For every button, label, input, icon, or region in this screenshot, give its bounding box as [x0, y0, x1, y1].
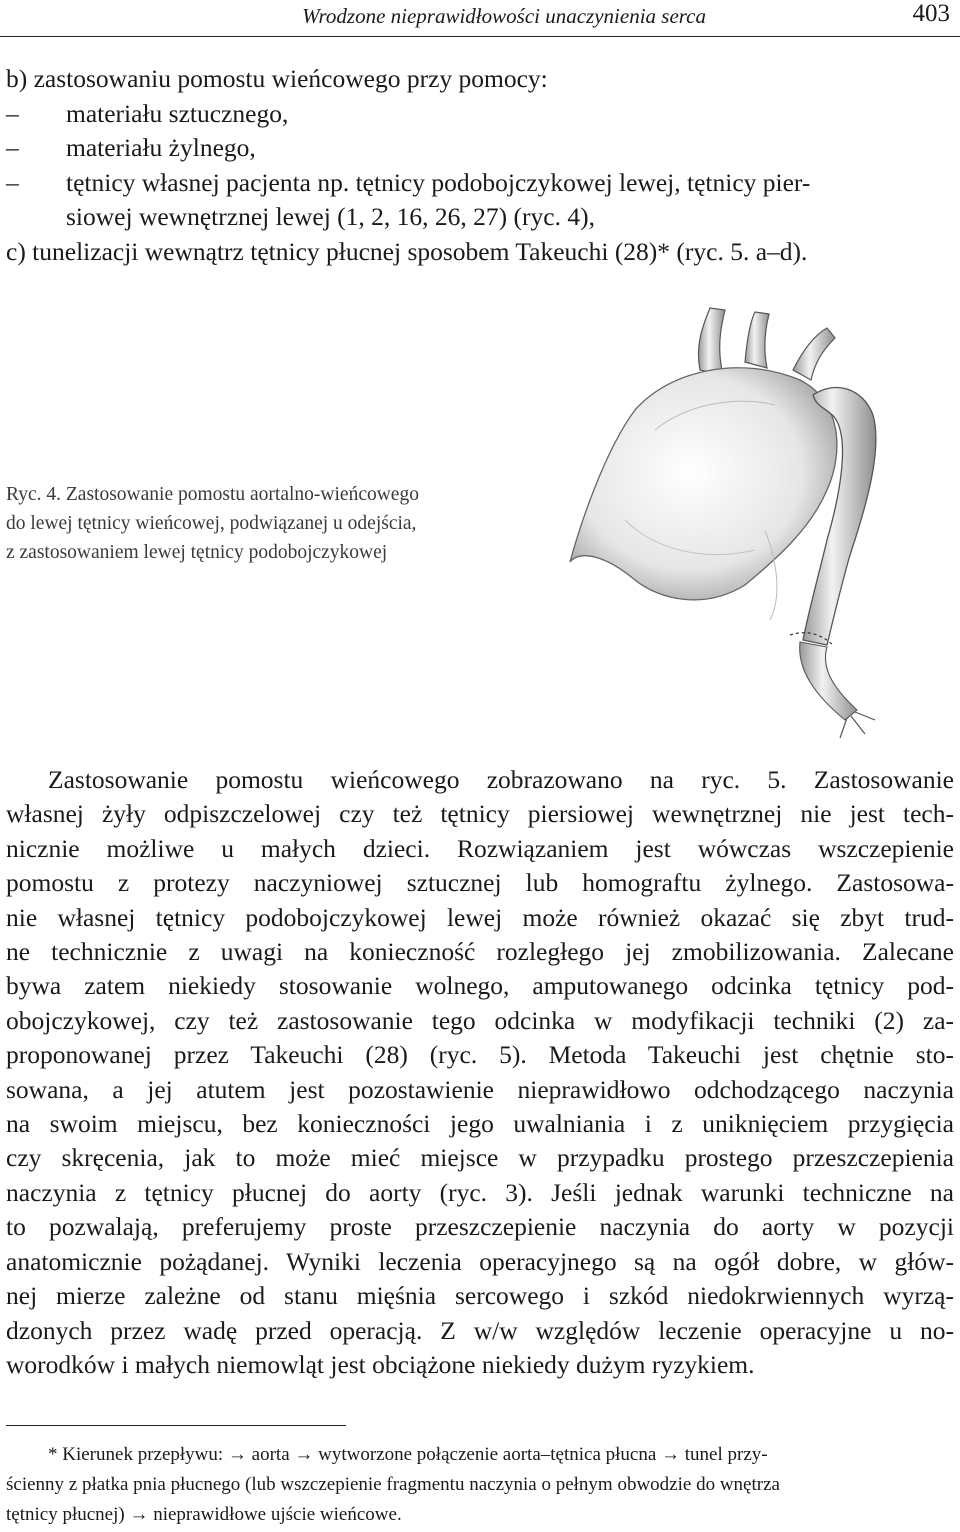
list-item-text: materiału sztucznego, [66, 98, 289, 128]
page-number: 403 [912, 0, 950, 27]
footnote-line: * Kierunek przepływu: → aorta → wytworzone połączenie aorta–tętnica płucna → tunel przy- [48, 1444, 768, 1465]
running-title: Wrodzone nieprawidłowości unaczynienia serca [302, 4, 706, 28]
dash-marker: – [6, 98, 19, 128]
body-line: ne technicznie z uwagi na konieczność rozległego jej zmobilizowania. Zalecane [6, 937, 954, 967]
list-item-c: c) tunelizacji wewnątrz tętnicy płucnej sposobem Takeuchi (28)* (ryc. 5. a–d). [6, 236, 808, 266]
footnote-line: tętnicy płucnej) → nieprawidłowe ujście wieńcowe. [6, 1504, 402, 1525]
caption-line: z zastosowaniem lewej tętnicy podobojczykowej [6, 542, 388, 563]
aortic-bypass-illustration [565, 300, 950, 745]
vessel-branch-left [698, 308, 725, 375]
dash-marker: – [6, 167, 19, 197]
body-line: własnej żyły odpiszczelowej czy też tętnicy piersiowej wewnętrznej nie jest tech- [6, 799, 954, 829]
body-line: to pozwalają, preferujemy proste przeszczepienie naczynia do aorty w pozycji [6, 1212, 954, 1242]
body-line: na swoim miejscu, bez konieczności jego uwalniania i z uniknięciem przygięcia [6, 1109, 954, 1139]
body-line: anatomicznie pożądanej. Wyniki leczenia operacyjnego są na ogół dobre, w głów- [6, 1246, 954, 1276]
body-line: nej mierze zależne od stanu mięśnia sercowego i szkód niedokrwiennych wyrzą- [6, 1281, 954, 1311]
body-paragraph [6, 763, 954, 1382]
body-line: worodków i małych niemowląt jest obciążone niekiedy dużym ryzykiem. [6, 1349, 755, 1379]
list-item-text: tętnicy własnej pacjenta np. tętnicy podobojczykowej lewej, tętnicy pier- [66, 167, 811, 197]
method-list [6, 62, 950, 269]
body-line: proponowanej przez Takeuchi (28) (ryc. 5). Metoda Takeuchi jest chętnie sto- [6, 1040, 954, 1070]
footnote-line: ścienny z płatka pnia płucnego (lub wszczepienie fragmentu naczynia o pełnym obwodzie do wnętrza [6, 1474, 780, 1495]
body-line: pomostu z protezy naczyniowej sztucznej lub homograftu żylnego. Zastosowa- [6, 868, 954, 898]
caption-line: do lewej tętnicy wieńcowej, podwiązanej u odejścia, [6, 513, 417, 534]
footnote [6, 1440, 956, 1530]
caption-line: Ryc. 4. Zastosowanie pomostu aortalno-wieńcowego [6, 484, 419, 505]
page-header [0, 0, 960, 37]
list-item-dash [6, 97, 950, 132]
list-item-text: materiału żylnego, [66, 133, 256, 162]
vessel-branch-mid [745, 312, 769, 368]
body-line: sowana, a jej atutem jest pozostawienie nieprawidłowo odchodzącego naczynia [6, 1074, 954, 1104]
coronary-artery [800, 642, 857, 720]
footnote-divider [6, 1425, 346, 1426]
dash-marker: – [6, 133, 19, 162]
body-line: obojczykowej, czy też zastosowanie tego odcinka w modyfikacji techniki (2) za- [6, 1005, 954, 1035]
body-line: nie własnej tętnicy podobojczykowej lewej może również okazać się zbyt trud- [6, 902, 954, 932]
body-line: Zastosowanie pomostu wieńcowego zobrazowano na ryc. 5. Zastosowanie [48, 765, 954, 794]
body-line: bywa zatem niekiedy stosowanie wolnego, amputowanego odcinka tętnicy pod- [6, 971, 954, 1001]
vessel-branch-right [793, 328, 835, 380]
figure-caption [6, 480, 566, 567]
body-line: czy skręcenia, jak to może mieć miejsce w przypadku prostego przeszczepienia [6, 1143, 954, 1173]
list-item-b: b) zastosowaniu pomostu wieńcowego przy pomocy: [6, 64, 548, 93]
body-line: nicznie możliwe u małych dzieci. Rozwiązaniem jest wówczas wszczepienie [6, 833, 954, 863]
list-item-continuation: siowej wewnętrznej lewej (1, 2, 16, 26, 27) (ryc. 4), [66, 202, 595, 231]
aortic-arch [570, 368, 837, 600]
list-item-dash [6, 131, 950, 166]
list-item-dash [6, 166, 950, 201]
body-line: dzonych przez wadę przed operacją. Z w/w względów leczenie operacyjne u no- [6, 1315, 954, 1345]
body-line: naczynia z tętnicy płucnej do aorty (ryc. 3). Jeśli jednak warunki techniczne na [6, 1177, 954, 1207]
